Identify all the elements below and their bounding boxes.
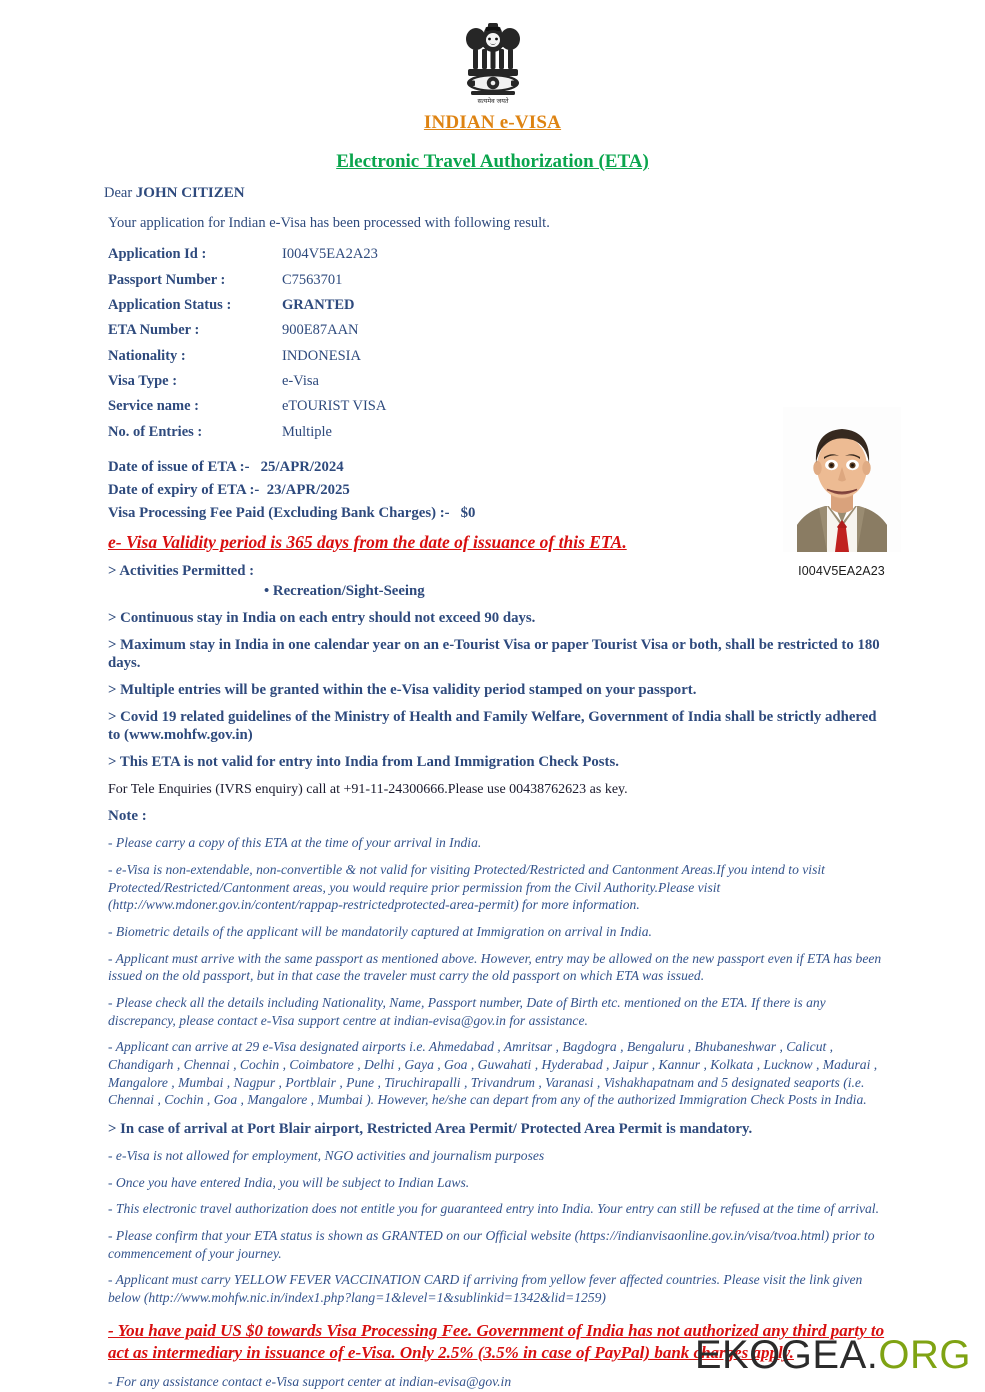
table-row (108, 420, 386, 445)
intro-text: Your application for Indian e-Visa has been processed with following result. (108, 215, 550, 231)
state-emblem-of-india-icon (460, 14, 526, 111)
note-support-contact: - For any assistance contact e-Visa support center at indian-evisa@gov.in (108, 1374, 512, 1389)
detail-value: INDONESIA (282, 347, 361, 364)
watermark-secondary-text: ORG (878, 1333, 971, 1377)
detail-label: Service name : (108, 398, 199, 415)
tele-enquiry-line: For Tele Enquiries (IVRS enquiry) call at +91-11-24300666.Please use 00438762623 as key. (108, 782, 628, 798)
detail-label: Nationality : (108, 347, 186, 364)
note-designated-airports: - Applicant can arrive at 29 e-Visa designated airports i.e. Ahmedabad , Amritsar , Bagdogra , Bengaluru , Bhubaneshwar , Calicut , Chandigarh , Chennai , Cochin , Coimbatore , Delhi , Gaya , Goa , Guwahati , Hyderabad , Jaipur , Kannur , Kolkata , Lucknow , Madurai , Mangalore , Mumbai , Nagpur , Portblair , Pune , Tiruchirapalli , Trivandrum , Varanasi , Vishakhapatnam and 5 designated seaports (i.e. Chennai , Cochin , Goa , Mangalore , Mumbai ). However, he/she can depart from any of the authorized Immigration Check Posts in India. (108, 1039, 878, 1108)
detail-value: C7563701 (282, 271, 343, 288)
detail-label: Application Status : (108, 296, 232, 313)
applicant-photo-block (774, 407, 909, 578)
eta-dates-block (108, 459, 885, 522)
site-watermark (695, 1333, 971, 1378)
salutation-prefix: Dear (104, 185, 136, 201)
visa-processing-fee: Visa Processing Fee Paid (Excluding Bank Charges) :- $0 (108, 505, 476, 521)
page-title-indian-evisa: INDIAN e-VISA (423, 112, 562, 133)
note-biometric: - Biometric details of the applicant will be mandatorily captured at Immigration on arrival in India. (108, 924, 652, 940)
page-subtitle-eta: Electronic Travel Authorization (ETA) (336, 151, 649, 172)
watermark-primary-text: EKOGEA. (694, 1333, 879, 1377)
detail-value: 900E87AAN (282, 322, 359, 339)
emblem-motto-text: सत्यमेव जयते (476, 98, 509, 105)
detail-label: No. of Entries : (108, 423, 203, 440)
status-badge: GRANTED (282, 296, 355, 313)
note-yellow-fever: - Applicant must carry YELLOW FEVER VACCINATION CARD if arriving from yellow fever affected countries. Please visit the link given below (http://www.mohfw.nic.in/index1.php?lang=1&level=1&sublinkid=1342&lid=1259) (108, 1272, 863, 1306)
detail-label: Application Id : (108, 246, 207, 263)
note-non-extendable: - e-Visa is non-extendable, non-convertible & not valid for visiting Protected/Restricted and Cantonment Areas.If you intend to visit Protected/Restricted/Cantonment areas, you would require prior permission from the Civil Authority.Please visit (http://www.mdoner.gov.in/content/rappap-restrictedprotected-area-permit) for more information. (108, 862, 825, 913)
condition-port-blair: > In case of arrival at Port Blair airport, Restricted Area Permit/ Protected Area Permit is mandatory. (108, 1121, 753, 1138)
condition-max-stay: > Maximum stay in India in one calendar year on an e-Tourist Visa or paper Tourist Visa or both, shall be restricted to 180 days. (108, 637, 880, 672)
table-row (108, 344, 386, 369)
note-same-passport: - Applicant must arrive with the same passport as mentioned above. However, entry may be allowed on the new passport even if ETA has been issued on the old passport, but in that case the traveler must carry the old passport on which ETA was issued. (108, 950, 882, 984)
detail-value: I004V5EA2A23 (282, 246, 378, 263)
date-of-expiry: Date of expiry of ETA :- 23/APR/2025 (108, 482, 350, 498)
note-carry-copy: - Please carry a copy of this ETA at the time of your arrival in India. (108, 835, 482, 851)
emblem-header (0, 0, 985, 108)
red-warning-fee-notice: - You have paid US $0 towards Visa Processing Fee. Government of India has not authorized any third party to act as intermediary in issuance of e-Visa. Only 2.5% (3.5% in case of PayPal) bank charges apply. (108, 1320, 885, 1362)
note-indian-laws: - Once you have entered India, you will be subject to Indian Laws. (108, 1174, 470, 1190)
applicant-photo (783, 407, 901, 552)
table-row (108, 267, 386, 292)
activities-permitted-heading: > Activities Permitted : (108, 563, 255, 579)
table-row (108, 369, 386, 394)
detail-value: eTOURIST VISA (282, 398, 387, 415)
applicant-name: JOHN CITIZEN (135, 185, 245, 201)
photo-caption-application-id: I004V5EA2A23 (798, 564, 885, 578)
salutation (104, 185, 885, 202)
detail-label: Visa Type : (108, 373, 178, 390)
table-row (108, 293, 386, 318)
activities-permitted-item: • Recreation/Sight-Seeing (264, 583, 425, 600)
note-check-details: - Please check all the details including Nationality, Name, Passport number, Date of Birth etc. mentioned on the ETA. If there is any discrepancy, please contact e-Visa support centre at indian-evisa@gov.in for assistance. (108, 995, 826, 1028)
table-row (108, 318, 386, 343)
note-confirm-status: - Please confirm that your ETA status is shown as GRANTED on our Official website (https://indianvisaonline.gov.in/visa/tvoa.html) prior to commencement of your journey. (108, 1228, 875, 1261)
condition-covid-guidelines: > Covid 19 related guidelines of the Ministry of Health and Family Welfare, Government of India shall be strictly adhered to (www.mohfw.gov.in) (108, 709, 877, 744)
condition-continuous-stay: > Continuous stay in India on each entry should not exceed 90 days. (108, 610, 536, 627)
detail-value: Multiple (282, 423, 332, 440)
application-details-table (108, 242, 386, 445)
application-details-body (108, 242, 386, 445)
date-of-issue: Date of issue of ETA :- 25/APR/2024 (108, 459, 344, 475)
validity-period-notice: e- Visa Validity period is 365 days from the date of issuance of this ETA. (108, 532, 627, 552)
note-no-guaranteed-entry: - This electronic travel authorization does not entitle you for guaranteed entry into India. Your entry can still be refused at the time of arrival. (108, 1201, 879, 1217)
table-row (108, 394, 386, 419)
detail-label: ETA Number : (108, 322, 200, 339)
condition-land-icp: > This ETA is not valid for entry into India from Land Immigration Check Posts. (108, 754, 619, 771)
document-body (0, 185, 985, 1391)
condition-multiple-entries: > Multiple entries will be granted within the e-Visa validity period stamped on your passport. (108, 682, 697, 699)
detail-value: e-Visa (282, 373, 319, 390)
table-row (108, 242, 386, 267)
note-label: Note : (108, 808, 147, 825)
detail-label: Passport Number : (108, 271, 226, 288)
note-no-employment: - e-Visa is not allowed for employment, NGO activities and journalism purposes (108, 1148, 545, 1164)
